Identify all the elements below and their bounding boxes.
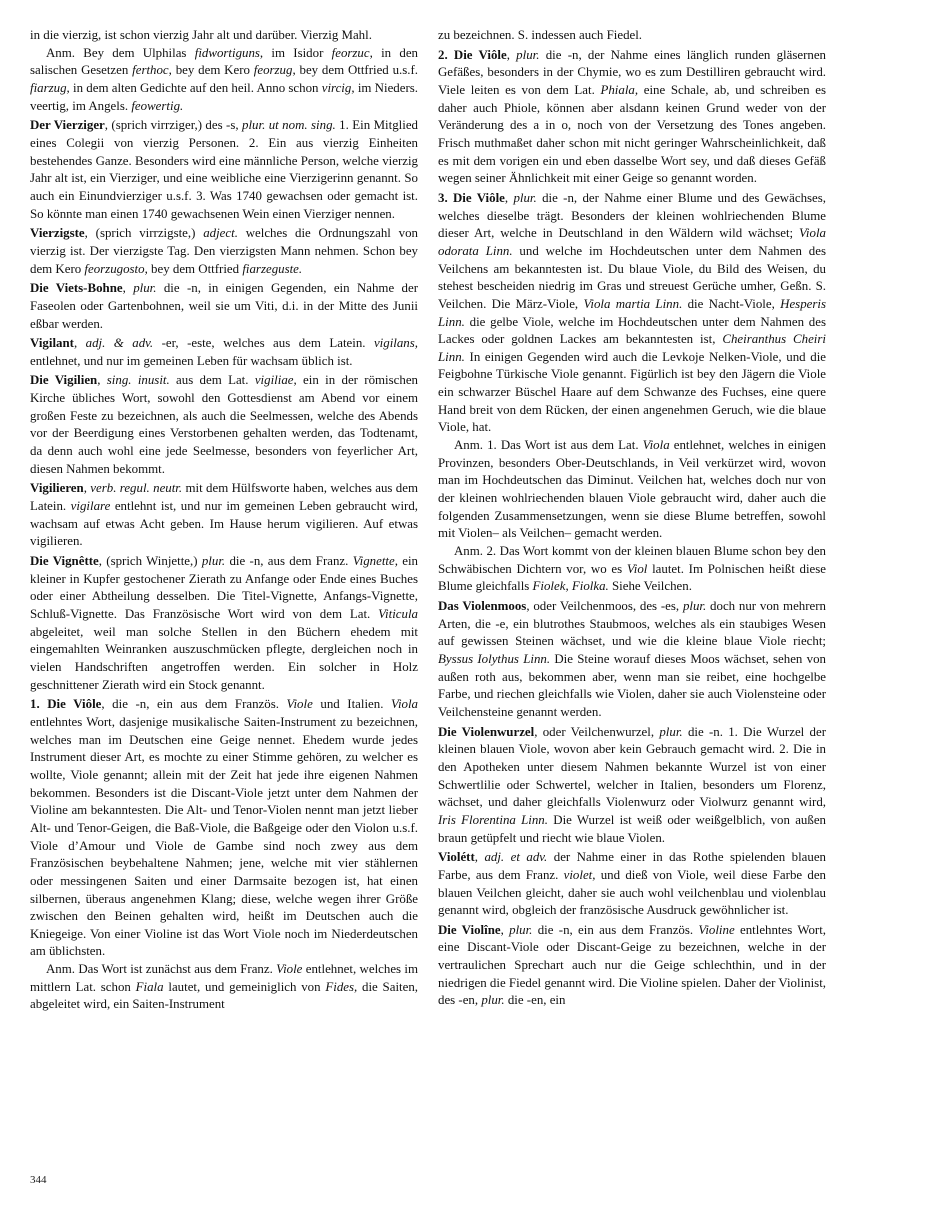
- entry-viets-bohne: Die Viets-Bohne, plur. die -n, in einigen Gegenden, ein Nahme der Faseolen oder Gartenbohnen, weil sie um Viti, d.i. in der Mitte des Junii eßbar werden.: [30, 281, 418, 331]
- entry-violenwurzel: Die Violenwurzel, oder Veilchenwurzel, plur. die -n. 1. Die Wurzel der kleinen blauen Viole, wovon aber kein Gebrauch gemacht wird. 2. Die in den Apotheken unter diesem Nahmen bekannte Wurzel ist von einer Schwertlilie oder Schwertel, welcher in Italien, besonders um Florenz, wächset, und daher gleichfalls Violenwurz oder Violwurz genannt wird, Iris Florentina Linn. Die Wurzel ist weiß oder weißgelblich, von außen braun getüpfelt und riecht wie blaue Violen.: [438, 724, 826, 845]
- headword: 1. Die Viôle: [30, 697, 102, 712]
- entry-viole-2: 2. Die Viôle, plur. die -n, der Nahme eines länglich runden gläsernen Gefäßes, besonders in der Chymie, wo es zum Destilliren gebraucht wird. Viele leiten es von dem Lat. Phiala, eine Schale, ab, und schreiben es daher auch Phiole, können aber alsdann keinen Grund weder von der Veränderung des a in o, noch von der Versetzung des Tones angeben. Frisch muthmaßet daher schon mit nicht geringer Wahrscheinlichkeit, daß es mit dem vorigen ein und eben dasselbe Wort sey, und daß dieses Gefäß wegen seiner Ähnlichkeit mit einer Geige so genannt worden.: [438, 47, 827, 186]
- annotation: Anm. 2. Das Wort kommt von der kleinen blauen Blume schon bey den Schwäbischen Dichtern vor, wo es Viol lautet. Im Polnischen heißt diese Blume gleichfalls Fiolek, Fiolka. Siehe Veilchen.: [438, 544, 826, 594]
- headword: Violétt: [438, 850, 475, 865]
- entry-vierzigste: Vierzigste, (sprich virrzigste,) adject. welches die Ordnungszahl von vierzig ist. Der vierzigste Tag. Den vierzigsten Mann nehmen. Schon bey dem Kero feorzugosto, bey dem Ottfried fiarzeguste.: [30, 226, 418, 276]
- headword: 3. Die Viôle: [438, 190, 505, 205]
- headword: Der Vierziger: [30, 118, 105, 133]
- headword: Die Violenwurzel: [438, 724, 535, 739]
- entry-vierziger: Der Vierziger, (sprich virrziger,) des -s, plur. ut nom. sing. 1. Ein Mitglied eines Colegii von vierzig Personen. 2. Ein aus vierzig Einheiten bestehendes Ganze. Besonders wird eine männliche Person, welche vierzig Jahr alt ist, ein Vierziger, und eine weibliche eine Vierzigerinn genannt. So auch ein Einundvierziger u.s.f. 3. Was 1740 gewachsen oder gemacht ist. So könnte man einen 1740 gewachsenen Wein einen Vierziger nennen.: [30, 118, 418, 221]
- entry-vigilieren: Vigilieren, verb. regul. neutr. mit dem Hülfsworte haben, welches aus dem Latein. vigilare entlehnt ist, und nur im gemeinen Leben gebraucht wird, wachsam auf etwas Acht geben. Im Hause herum vigilieren. Auf etwas vigilieren.: [30, 481, 418, 549]
- entry-viole-3: 3. Die Viôle, plur. die -n, der Nahme einer Blume und des Gewächses, welches dieselbe trägt. Besonders der kleinen wohlriechenden Blume dieser Art, welche in Deutschland in den Wäldern wild wächset; Viola odorata Linn. und welche im Hochdeutschen unter dem Nahmen des Veilchens am bekanntesten ist. Du blaue Viole, du Bild des Weisen, du stehest bescheiden niedrig im Gras und streuest Gerüche umher, Geßn. S. Veilchen. Die März-Viole, Viola martia Linn. die Nacht-Viole, Hesperis Linn. die gelbe Viole, welche im Hochdeutschen unter dem Nahmen des Lackes oder goldnen Lackes am bekanntesten ist, Cheiranthus Cheiri Linn. In einigen Gegenden wird auch die Levkoje Nelken-Viole, und die Feigbohne Türkische Viole genannt. Figürlich ist bey den Jägern die Viole ein schwarzer Büschel Haare auf dem Schwanze des Fuchses, eine quere Hand breit von dem Rücken, der einen angenehmen Geruch, wie die blaue Viole, hat.: [438, 190, 826, 435]
- headword: 2. Die Viôle: [438, 47, 507, 62]
- entry-vigilant: Vigilant, adj. & adv. -er, -este, welches aus dem Latein. vigilans, entlehnet, und nur im gemeinen Leben für wachsam üblich ist.: [30, 336, 418, 368]
- annotation: Anm. Das Wort ist zunächst aus dem Franz. Viole entlehnet, welches im mittlern Lat. schon Fiala lautet, und gemeiniglich von Fides, die Saiten, abgeleitet wird, ein Saiten-Instrument: [30, 962, 418, 1012]
- annotation: Anm. Bey dem Ulphilas fidwortiguns, im Isidor feorzuc, in den salischen Gesetzen ferthoc, bey dem Kero feorzug, bey dem Ottfried u.s.f. fiarzug, in dem alten Gedichte auf den heil. Anno schon vircig, im Nieders. veertig, im Angels. feowertig.: [30, 45, 418, 113]
- headword: Vigilant: [30, 336, 74, 351]
- headword: Vierzigste: [30, 226, 85, 241]
- headword: Vigilieren: [30, 481, 84, 496]
- headword: Die Vigilien: [30, 373, 98, 388]
- right-column: [438, 27, 826, 1010]
- text-continuation: in die vierzig, ist schon vierzig Jahr alt und darüber. Vierzig Mahl.: [30, 28, 372, 42]
- headword: Die Vignêtte: [30, 554, 99, 569]
- entry-vignette: Die Vignêtte, (sprich Winjette,) plur. die -n, aus dem Franz. Vignette, ein kleiner in Kupfer gestochener Zierath zu Anfange oder Ende eines Buches oder einer Abtheilung desselben. Die Titel-Vignette, Anfangs-Vignette, Schluß-Vignette. Das Französische Wort wird von dem Lat. Viticula abgeleitet, weil man solche Stellen in den Büchern ehedem mit eingemahlten Weinranken auszuschmücken pflegte, dergleichen noch in vielen Handschriften angetroffen werden. Ein solcher in Holz geschnittener Zierath wird ein Stock genannt.: [30, 554, 418, 692]
- entry-violett: Violétt, adj. et adv. der Nahme einer in das Rothe spielenden blauen Farbe, aus dem Franz. violet, und dieß von Viole, weil diese Farbe den blauen Veilchen gleicht, daher sie auch wohl veilchenblau und violenblau genannt wird, obgleich der französische Ausdruck gewöhnlicher ist.: [438, 850, 826, 918]
- entry-vigilien: Die Vigilien, sing. inusit. aus dem Lat. vigiliae, ein in der römischen Kirche übliches Wort, sowohl den Gottesdienst am Abend vor einem großen Feste zu bezeichnen, als auch die Seelmessen, welche des Abends vor der Beerdigung eines Verstorbenen gehalten werden, das Todtenamt, da denn auch wohl eine jede Seelmesse, besonders von feyerlicher Art, diesen Nahmen bekommt.: [30, 373, 418, 476]
- left-column: [30, 27, 418, 1014]
- headword: Das Violenmoos: [438, 599, 527, 613]
- headword: Die Violîne: [438, 922, 501, 937]
- headword: Die Viets-Bohne: [30, 281, 123, 296]
- entry-violenmoos: Das Violenmoos, oder Veilchenmoos, des -es, plur. doch nur von mehrern Arten, die -e, ein blutrothes Staubmoos, welches als ein staubiges Wesen auf gewissen Steinen wächset, und wie die kleine blaue Viole riecht; Byssus Iolythus Linn. Die Steine worauf dieses Moos wächset, sehen von außen roth aus, bekommen aber, wenn man sie reibet, eine hochgelbe Farbe, und riechen gleichfalls wie Violen, daher sie auch Violensteine oder Veilchensteine genannt werden.: [438, 599, 826, 719]
- text-continuation: zu bezeichnen. S. indessen auch Fiedel.: [438, 28, 643, 42]
- page-number: 344: [30, 1174, 47, 1186]
- entry-violine: Die Violîne, plur. die -n, ein aus dem Französ. Violine entlehntes Wort, eine Discant-Viole oder Discant-Geige zu bezeichnen, welche in der vertraulichen Sprechart auch nur die Geige schlechthin, und in der niedrigen die Fiedel genannt wird. Die Violine spielen. Daher der Violinist, des -en, plur. die -en, ein: [438, 922, 826, 1008]
- annotation: Anm. 1. Das Wort ist aus dem Lat. Viola entlehnet, welches in einigen Provinzen, besonders Ober-Deutschlands, in Veil verkürzet wird, wovon man im Hochdeutschen das Diminut. Veilchen hat, welches doch nur von der kleinen wohlriechenden blauen Viole gebraucht wird, daher auch die folgenden Zusammensetzungen, wenn sie diese Blume betreffen, sowohl mit Violen– als Veilchen– gemacht werden.: [438, 438, 826, 541]
- entry-viole-1: 1. Die Viôle, die -n, ein aus dem Französ. Viole und Italien. Viola entlehntes Wort, dasjenige musikalische Saiten-Instrument zu bezeichnen, welches man im Deutschen eine Geige nennet. Ehedem wurde jedes Instrument dieser Art, es mochte zu einer Stimme gehören, zu welcher es wollte, Viole genannt; allein mit der Zeit hat jede ihre eigenen Nahmen bekommen. Besonders ist die Discant-Viole jetzt unter dem Nahmen der Violine am bekanntesten. Die Alt- und Tenor-Violen nennt man jetzt lieber Alt- und Tenor-Geigen, die Baß-Viole, die Baßgeige oder den Violon u.s.f. Viole d’Amour und Viole de Gambe sind noch zwey aus dem Französischen beybehaltene Nahmen; jene, welche mit vier stählernen oder messingenen Saiten und einer Darmsaite bezogen ist, hat einen silbernen, überaus angenehmen Klang; diese, welche wegen ihrer Größe zwischen den Beinen gehalten wird, heißt im Deutschen auch die Kniegeige. Von einer Violine ist das Wort Viole noch im Niederdeutschen am üblichsten.: [30, 697, 419, 959]
